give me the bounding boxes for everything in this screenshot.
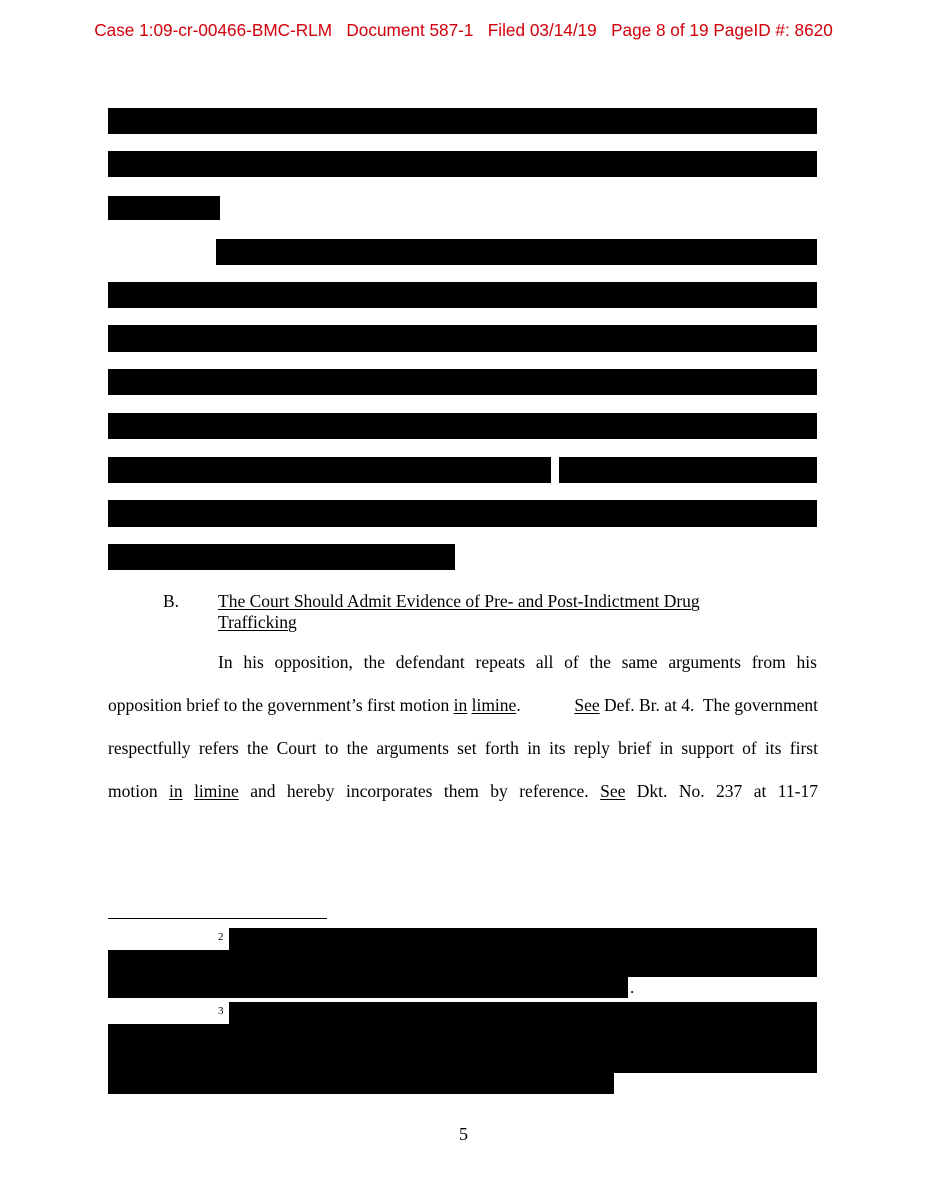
paragraph-line-3 bbox=[108, 738, 818, 759]
word: by bbox=[490, 781, 508, 801]
citation-limine: limine bbox=[471, 695, 517, 715]
word: all bbox=[535, 652, 554, 672]
redaction-bar bbox=[229, 1002, 817, 1026]
word: arguments bbox=[668, 652, 741, 672]
word: opposition, bbox=[274, 652, 353, 672]
filing-header bbox=[0, 20, 927, 41]
redaction-bar bbox=[108, 325, 817, 352]
redaction-bar bbox=[108, 196, 220, 220]
word: 11-17 bbox=[777, 781, 818, 801]
word: reply bbox=[573, 738, 610, 758]
redaction-bar bbox=[108, 1072, 614, 1094]
redaction-bar bbox=[559, 457, 817, 483]
redaction-bar bbox=[229, 928, 817, 951]
word: his bbox=[796, 652, 817, 672]
word: incorporates bbox=[345, 781, 433, 801]
page-id: Page 8 of 19 PageID #: 8620 bbox=[611, 20, 833, 40]
citation-limine: limine bbox=[194, 781, 239, 801]
word: his bbox=[243, 652, 264, 672]
case-number: Case 1:09-cr-00466-BMC-RLM bbox=[94, 20, 333, 40]
footnote-period: . bbox=[630, 978, 635, 997]
word: reference. bbox=[519, 781, 589, 801]
word: from bbox=[751, 652, 786, 672]
section-letter: B. bbox=[163, 591, 180, 611]
redaction-bar bbox=[108, 1050, 817, 1073]
citation-in: in bbox=[169, 781, 183, 801]
word: and bbox=[250, 781, 276, 801]
redaction-bar bbox=[108, 950, 817, 977]
redaction-bar bbox=[108, 976, 628, 998]
word: of bbox=[564, 652, 579, 672]
redaction-bar bbox=[108, 108, 817, 134]
word: refers bbox=[198, 738, 239, 758]
word: respectfully bbox=[108, 738, 191, 758]
word: of bbox=[742, 738, 757, 758]
footnote-separator bbox=[108, 918, 327, 919]
word: 237 bbox=[716, 781, 743, 801]
redaction-bar bbox=[108, 1024, 817, 1051]
page-number: 5 bbox=[459, 1124, 468, 1144]
word: Court bbox=[276, 738, 317, 758]
citation-see: See bbox=[600, 781, 626, 801]
redaction-bar bbox=[108, 500, 817, 527]
document-number: Document 587-1 bbox=[346, 20, 474, 40]
word: to bbox=[324, 738, 339, 758]
word: in bbox=[659, 738, 674, 758]
word: forth bbox=[484, 738, 519, 758]
word: In bbox=[218, 652, 233, 672]
footnote-mark-2: 2 bbox=[218, 931, 224, 943]
citation-in: in bbox=[453, 695, 468, 715]
word: hereby bbox=[286, 781, 335, 801]
redaction-bar bbox=[108, 369, 817, 395]
word: its bbox=[549, 738, 566, 758]
word: in bbox=[527, 738, 541, 758]
word: motion bbox=[108, 781, 158, 801]
word: support bbox=[681, 738, 734, 758]
filed-date: Filed 03/14/19 bbox=[487, 20, 597, 40]
word: same bbox=[621, 652, 658, 672]
word: its bbox=[764, 738, 782, 758]
word: set bbox=[457, 738, 477, 758]
citation-see: See bbox=[574, 695, 600, 715]
redaction-bar bbox=[108, 457, 551, 483]
redaction-bar bbox=[108, 413, 817, 439]
redaction-bar bbox=[216, 239, 817, 265]
redaction-bar bbox=[108, 544, 455, 570]
paragraph-line-1 bbox=[218, 652, 817, 673]
paragraph-line-2 bbox=[108, 695, 818, 716]
word: brief bbox=[618, 738, 652, 758]
redaction-bar bbox=[108, 151, 817, 177]
section-heading: The Court Should Admit Evidence of Pre- and Post-Indictment Drug Trafficking bbox=[218, 591, 700, 632]
footnote-mark-3: 3 bbox=[218, 1005, 224, 1017]
word: No. bbox=[678, 781, 705, 801]
word: them bbox=[443, 781, 479, 801]
paragraph-line-4 bbox=[108, 781, 818, 802]
word: Dkt. bbox=[636, 781, 668, 801]
line2-end: See Def. Br. at 4. The government bbox=[574, 695, 818, 715]
word: at bbox=[753, 781, 767, 801]
line2-start: opposition brief to the government’s first motion in limine. bbox=[108, 695, 521, 715]
word: repeats bbox=[475, 652, 526, 672]
word: arguments bbox=[376, 738, 449, 758]
redaction-bar bbox=[108, 282, 817, 308]
word: the bbox=[363, 652, 385, 672]
word: the bbox=[246, 738, 269, 758]
word: defendant bbox=[395, 652, 465, 672]
word: the bbox=[346, 738, 369, 758]
word: the bbox=[589, 652, 611, 672]
word: first bbox=[789, 738, 818, 758]
